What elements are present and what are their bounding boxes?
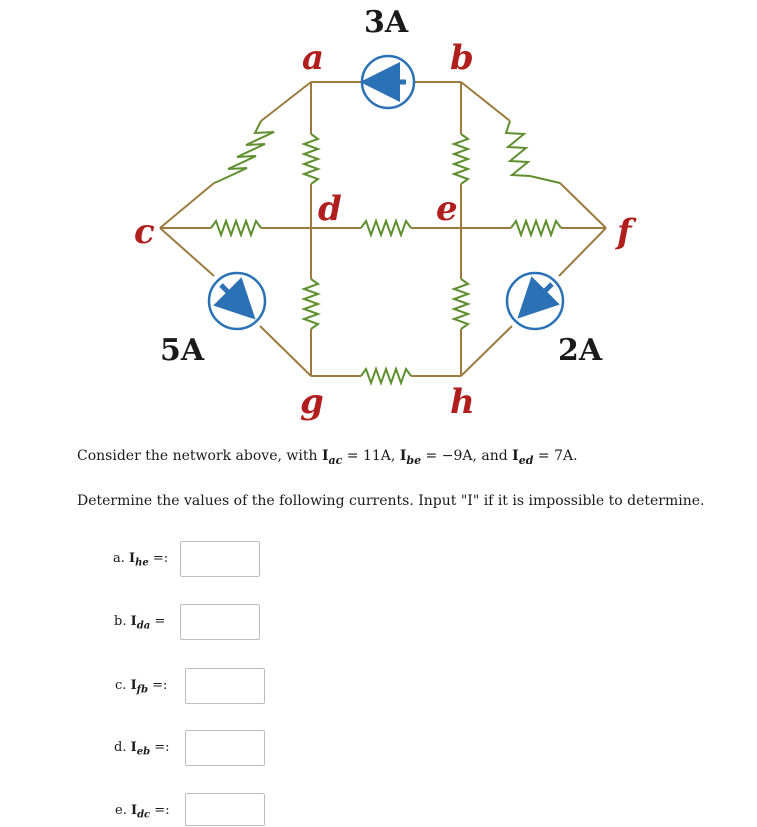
current-source-2a — [507, 273, 563, 329]
current-source-5a — [209, 273, 265, 329]
answer-b-input[interactable] — [180, 604, 260, 640]
problem-statement: Consider the network above, with $I_{ac} = 11A$, $I_{be} = -9A$, and $I_{ed} = 7A$. — [77, 448, 578, 467]
given-ibe: $I_{be}$ — [399, 448, 422, 467]
node-label-h: h — [450, 382, 475, 422]
given-ied: $I_{ed}$ — [512, 448, 534, 467]
question-d-label: d. $I_{eb}$ =: — [114, 740, 170, 758]
resistor-cd — [211, 221, 261, 235]
resistor-ef — [511, 221, 561, 235]
question-c-label: c. $I_{fb}$ =: — [115, 678, 168, 696]
resistor-eh — [454, 279, 468, 329]
answer-d-input[interactable] — [185, 730, 265, 766]
resistor-ad — [304, 134, 318, 184]
source-label-2a: 2A — [558, 333, 603, 368]
resistor-de — [361, 221, 411, 235]
node-label-g: g — [300, 382, 324, 422]
resistor-be — [454, 134, 468, 184]
resistor-gh — [361, 369, 411, 383]
resistor-ac — [214, 121, 274, 183]
node-label-d: d — [318, 189, 342, 229]
given-iac-value: 11A — [362, 448, 391, 464]
question-e-label: e. $I_{dc}$ =: — [115, 803, 170, 821]
question-a-label: a. $I_{he}$ =: — [113, 551, 169, 569]
node-label-c: c — [134, 212, 155, 252]
current-source-3a — [362, 56, 414, 108]
resistor-dg — [304, 279, 318, 329]
resistor-bf — [506, 121, 560, 183]
node-label-f: f — [617, 212, 632, 252]
given-ibe-value: −9A — [441, 448, 473, 464]
node-label-e: e — [436, 189, 458, 229]
source-label-5a: 5A — [160, 333, 205, 368]
source-label-3a: 3A — [364, 5, 409, 40]
node-label-b: b — [450, 38, 474, 78]
question-b-label: b. $I_{da}$ = — [114, 614, 166, 632]
given-iac: $I_{ac}$ — [321, 448, 343, 467]
answer-a-input[interactable] — [180, 541, 260, 577]
answer-e-input[interactable] — [185, 793, 265, 826]
statement-prefix: Consider the network above, with — [77, 448, 322, 464]
instruction-text: Determine the values of the following currents. Input "I" if it is impossible to determine. — [77, 493, 705, 509]
answer-c-input[interactable] — [185, 668, 265, 704]
node-label-a: a — [302, 38, 325, 78]
given-ied-value: 7A — [554, 448, 574, 464]
